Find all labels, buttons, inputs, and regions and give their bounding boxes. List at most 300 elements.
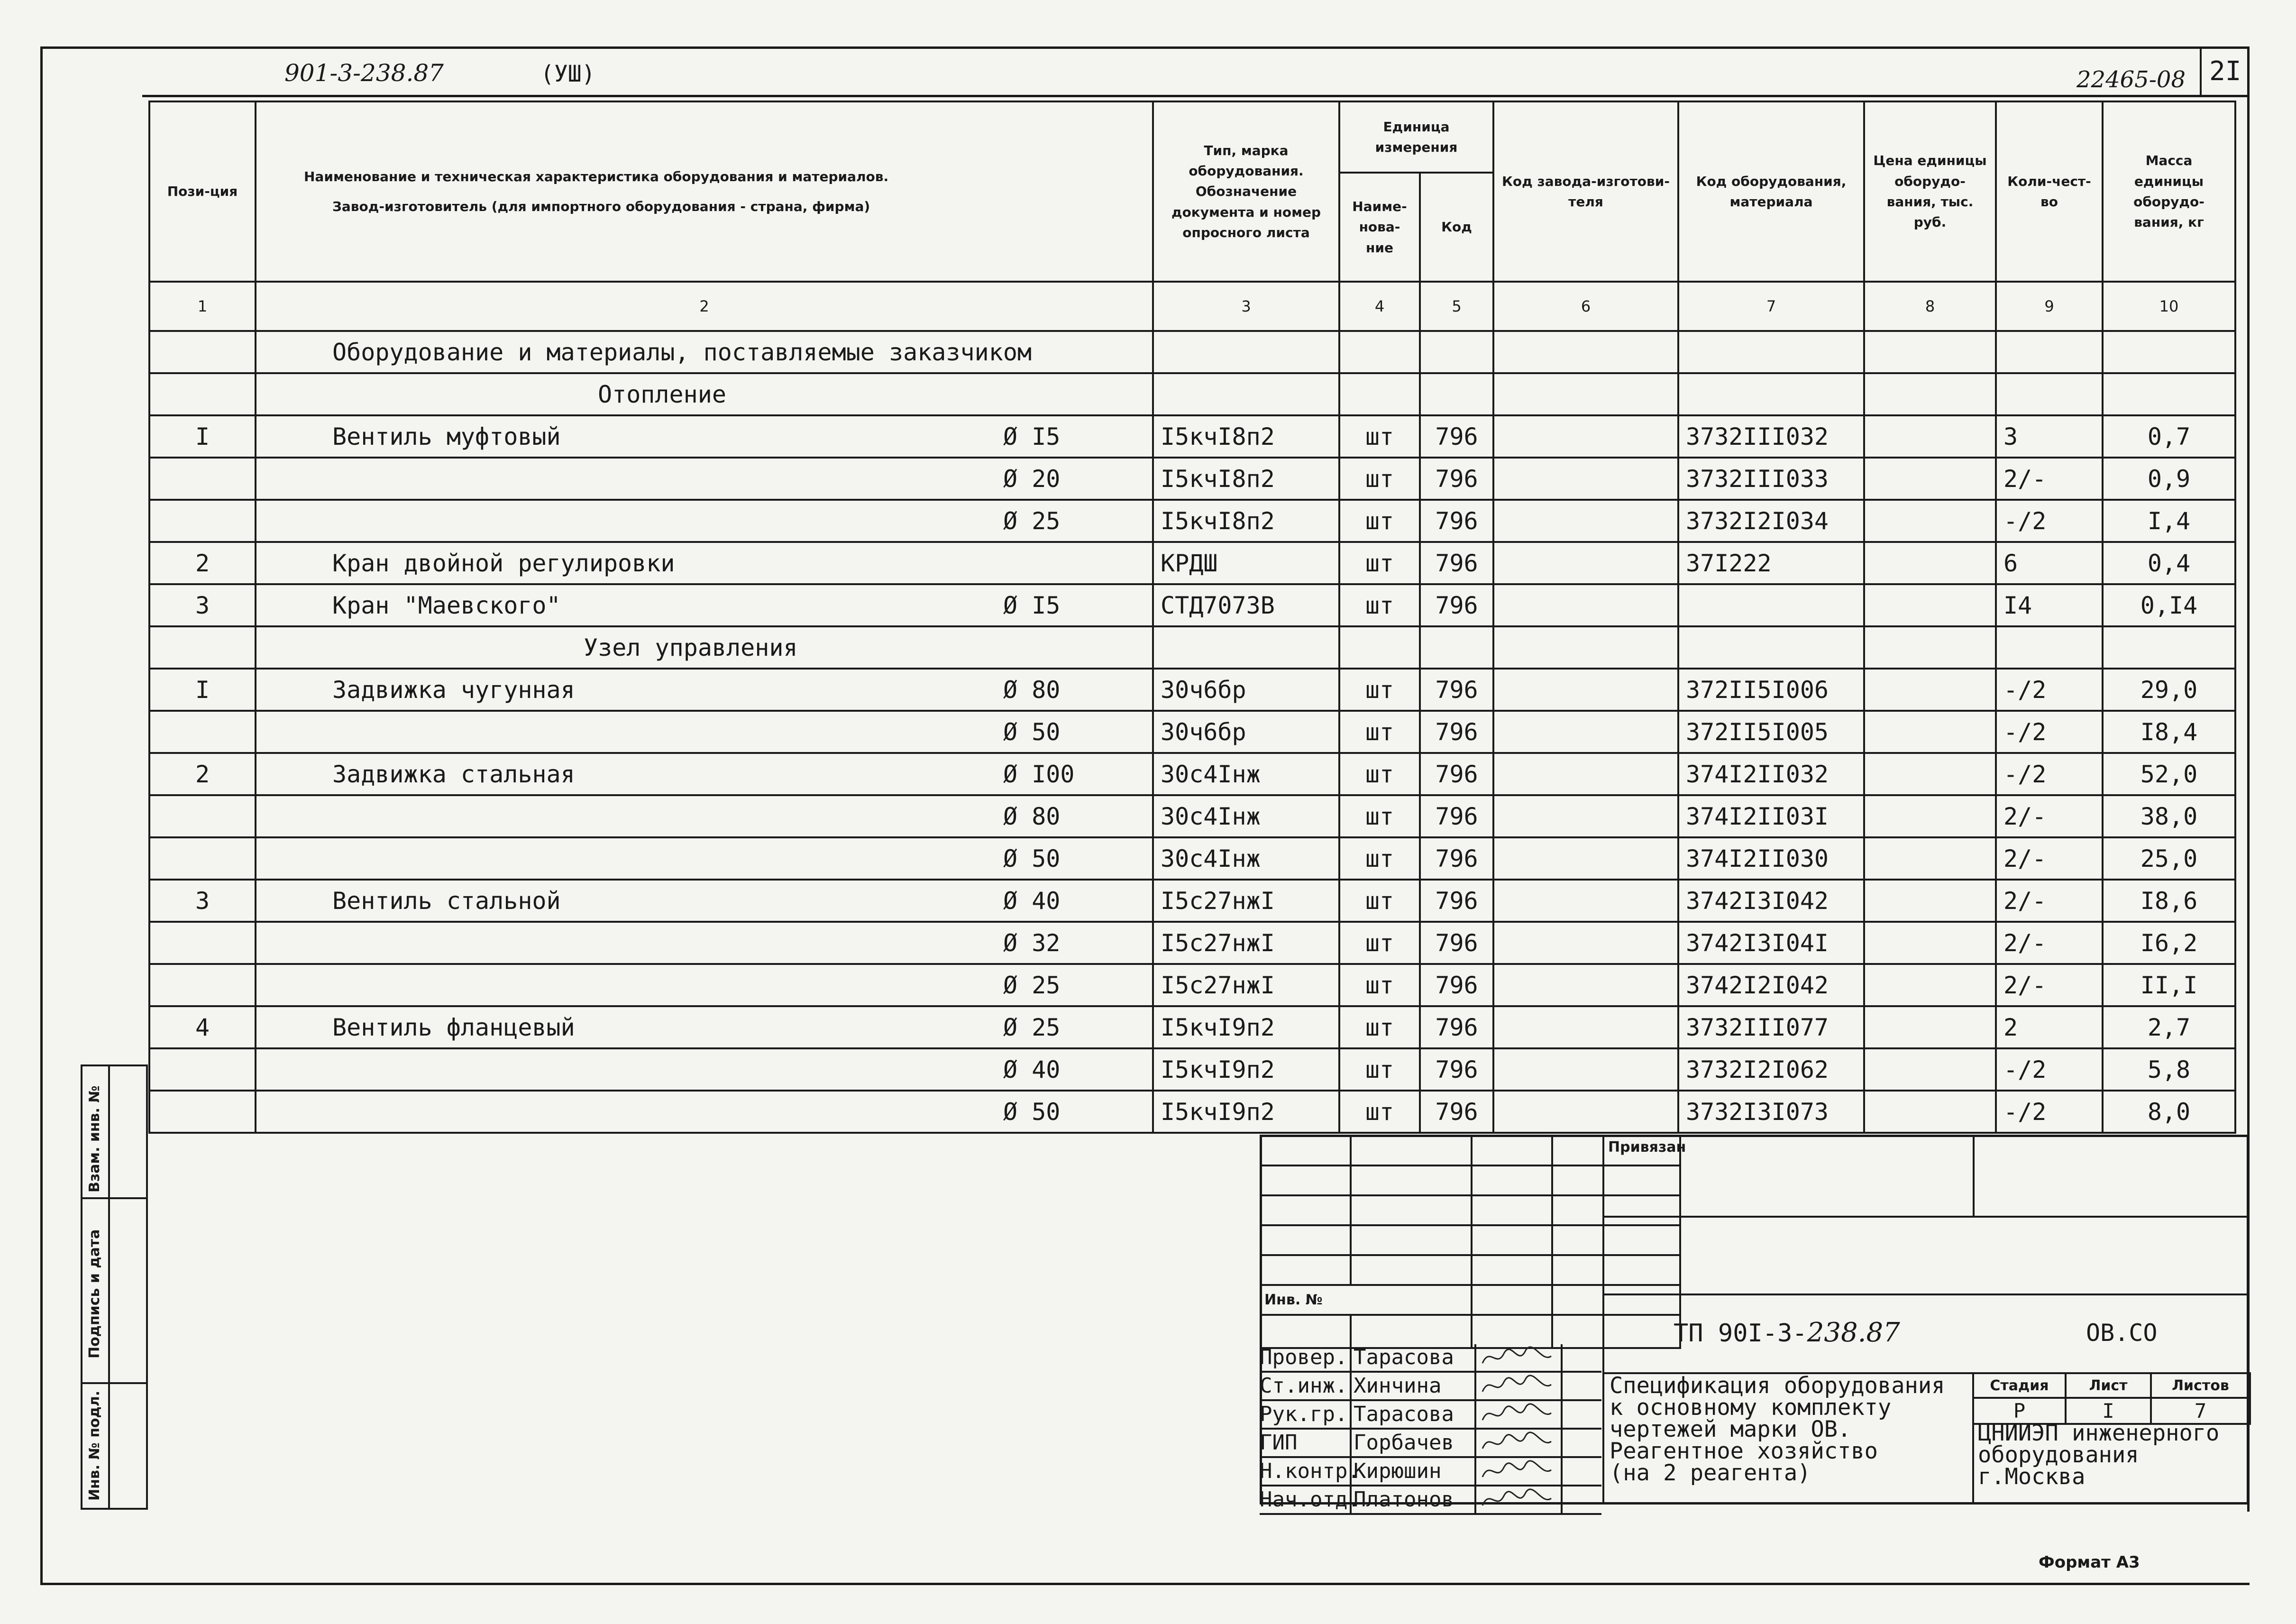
cell-name: [256, 795, 1153, 837]
cell-unit-name: шт: [1339, 922, 1420, 964]
column-number: 1: [149, 282, 256, 331]
sheets-value: 7: [2151, 1398, 2250, 1424]
cell-factory-code: [1493, 542, 1678, 584]
col-header-price: Цена единицы оборудо-вания, тыс. руб.: [1864, 101, 1996, 282]
item-name: [263, 803, 332, 830]
stamp-organization: [1978, 1422, 2219, 1488]
cell-position: [149, 711, 256, 753]
subsection-control-row: [149, 626, 2235, 669]
stamp-role-row: [1260, 1401, 1601, 1430]
cell-name: [256, 922, 1153, 964]
cell-equip-code: 374I2II03I: [1678, 795, 1864, 837]
stamp-designation: [1674, 1317, 1900, 1348]
item-diameter: Ø 50: [1003, 718, 1061, 746]
cell-price: [1864, 458, 1996, 500]
cell-unit-code: 796: [1420, 1048, 1493, 1091]
stamp-designation-hand: 238.87: [1807, 1317, 1900, 1348]
cell-qty: 3: [1996, 415, 2103, 458]
col-header-name-line1: Наименование и техническая характеристика оборудования и материалов.: [304, 168, 889, 184]
item-name: Вентиль фланцевый: [332, 1013, 575, 1041]
cell-equip-code: 3732III077: [1678, 1006, 1864, 1048]
item-diameter: Ø I5: [1003, 591, 1061, 619]
column-number: 3: [1153, 282, 1339, 331]
cell-position: [149, 1091, 256, 1133]
cell-unit-name: шт: [1339, 880, 1420, 922]
cell-name: [256, 1048, 1153, 1091]
column-number: 2: [256, 282, 1153, 331]
cell-equip-code: 3732I3I073: [1678, 1091, 1864, 1133]
cell-qty: 2/-: [1996, 795, 2103, 837]
cell-unit-code: 796: [1420, 542, 1493, 584]
table-row: [149, 542, 2235, 584]
section-title-row: [149, 331, 2235, 373]
stamp-mark: ОВ.СО: [2086, 1319, 2158, 1347]
table-row: [149, 500, 2235, 542]
col-header-unit-name: Наиме-нова-ние: [1339, 173, 1420, 282]
stamp-title-line: чертежей марки ОВ.: [1610, 1416, 1851, 1442]
cell-unit-code: 796: [1420, 458, 1493, 500]
cell-unit-code: 796: [1420, 1006, 1493, 1048]
cell-unit-code: 796: [1420, 1091, 1493, 1133]
cell-price: [1864, 584, 1996, 626]
item-name: [263, 465, 332, 493]
cell-factory-code: [1493, 1091, 1678, 1133]
subsection-heating: Отопление: [256, 373, 1153, 415]
cell-equip-code: 3732III033: [1678, 458, 1864, 500]
side-label-original-inv: Инв. № подл.: [86, 1390, 103, 1501]
stamp-roles: [1260, 1344, 1601, 1515]
cell-unit-code: 796: [1420, 711, 1493, 753]
cell-unit-code: 796: [1420, 584, 1493, 626]
subsection-control: Узел управления: [256, 626, 1153, 669]
cell-type: I5с27нжI: [1153, 880, 1339, 922]
specification-table: [148, 101, 2236, 1134]
cell-unit-code: 796: [1420, 922, 1493, 964]
col-header-name: [256, 101, 1153, 282]
cell-factory-code: [1493, 922, 1678, 964]
cell-equip-code: 3742I3I042: [1678, 880, 1864, 922]
item-diameter: Ø I00: [1003, 760, 1075, 788]
stamp-role: Н.контр.: [1260, 1458, 1352, 1485]
item-diameter: Ø 25: [1003, 971, 1061, 999]
cell-factory-code: [1493, 500, 1678, 542]
cell-equip-code: 3742I2I042: [1678, 964, 1864, 1006]
cell-name: [256, 837, 1153, 880]
cell-unit-name: шт: [1339, 795, 1420, 837]
col-header-equip-code: Код оборудования, материала: [1678, 101, 1864, 282]
item-diameter: Ø 32: [1003, 929, 1061, 957]
cell-price: [1864, 669, 1996, 711]
cell-position: [149, 1048, 256, 1091]
table-row: [149, 458, 2235, 500]
col-header-qty: Коли-чест-во: [1996, 101, 2103, 282]
cell-mass: 0,7: [2103, 415, 2235, 458]
cell-position: I: [149, 415, 256, 458]
sheet-label: Лист: [2066, 1373, 2151, 1398]
cell-type: I5кчI8п2: [1153, 415, 1339, 458]
cell-price: [1864, 415, 1996, 458]
column-number: 4: [1339, 282, 1420, 331]
frame-top-line: [40, 46, 2250, 49]
table-row: [149, 669, 2235, 711]
cell-name: [256, 1091, 1153, 1133]
cell-type: I5кчI8п2: [1153, 458, 1339, 500]
cell-price: [1864, 753, 1996, 795]
item-diameter: Ø 40: [1003, 1055, 1061, 1083]
column-number: 8: [1864, 282, 1996, 331]
item-diameter: Ø 80: [1003, 676, 1061, 704]
stamp-signature: [1476, 1486, 1563, 1513]
stamp-role: Ст.инж.: [1260, 1373, 1352, 1399]
item-name: [263, 972, 332, 999]
cell-factory-code: [1493, 964, 1678, 1006]
cell-factory-code: [1493, 669, 1678, 711]
cell-name: [256, 458, 1153, 500]
page-number: 2I: [2209, 56, 2241, 87]
item-name: [263, 929, 332, 957]
stamp-person: Платонов: [1352, 1486, 1476, 1513]
stamp-role: Провер.: [1260, 1344, 1352, 1371]
stamp-signature: [1476, 1373, 1563, 1399]
sheet-value: I: [2066, 1398, 2151, 1424]
stamp-org-line: ЦНИИЭП инженерного: [1978, 1420, 2220, 1446]
frame-top-line-2: [142, 95, 2247, 97]
subsection-heating-row: [149, 373, 2235, 415]
signature-scribble: [1480, 1486, 1556, 1512]
cell-position: I: [149, 669, 256, 711]
cell-factory-code: [1493, 458, 1678, 500]
stamp-title: [1610, 1375, 1945, 1484]
cell-price: [1864, 542, 1996, 584]
cell-name: [256, 1006, 1153, 1048]
cell-name: [256, 753, 1153, 795]
item-diameter: Ø 25: [1003, 507, 1061, 535]
table-row: [149, 964, 2235, 1006]
cell-position: 4: [149, 1006, 256, 1048]
cell-qty: -/2: [1996, 711, 2103, 753]
cell-type: I5кчI9п2: [1153, 1048, 1339, 1091]
stage-value: Р: [1973, 1398, 2066, 1424]
stamp-signature: [1476, 1430, 1563, 1456]
cell-type: 30с4Iнж: [1153, 837, 1339, 880]
cell-unit-code: 796: [1420, 753, 1493, 795]
cell-name: [256, 880, 1153, 922]
cell-name: [256, 415, 1153, 458]
cell-type: КРДШ: [1153, 542, 1339, 584]
item-diameter: [1003, 550, 1117, 577]
cell-unit-name: шт: [1339, 1006, 1420, 1048]
cell-factory-code: [1493, 711, 1678, 753]
cell-factory-code: [1493, 1048, 1678, 1091]
cell-qty: -/2: [1996, 1091, 2103, 1133]
cell-unit-name: шт: [1339, 542, 1420, 584]
stamp-title-line: Реагентное хозяйство: [1610, 1438, 1878, 1464]
stamp-role-row: [1260, 1458, 1601, 1486]
cell-position: [149, 500, 256, 542]
stage-label: Стадия: [1973, 1373, 2066, 1398]
cell-mass: 0,I4: [2103, 584, 2235, 626]
cell-position: 2: [149, 753, 256, 795]
cell-unit-name: шт: [1339, 753, 1420, 795]
cell-qty: -/2: [1996, 500, 2103, 542]
stamp-role-row: [1260, 1344, 1601, 1373]
cell-equip-code: 37I222: [1678, 542, 1864, 584]
stamp-signature: [1476, 1458, 1563, 1485]
col-header-mass: Масса единицы оборудо-вания, кг: [2103, 101, 2235, 282]
cell-mass: 0,4: [2103, 542, 2235, 584]
signature-scribble: [1480, 1401, 1556, 1427]
item-name: Задвижка чугунная: [332, 676, 575, 704]
cell-qty: 2/-: [1996, 837, 2103, 880]
cell-name: [256, 542, 1153, 584]
cell-mass: II,I: [2103, 964, 2235, 1006]
cell-qty: 6: [1996, 542, 2103, 584]
stamp-title-line: к основному комплекту: [1610, 1395, 1892, 1421]
item-name: Задвижка стальная: [332, 760, 575, 788]
stamp-bound-right-box: [1973, 1135, 2249, 1218]
stamp-designation-prefix: ТП 90I-3-: [1674, 1319, 1807, 1348]
col-header-type: Тип, марка оборудования. Обозначение документа и номер опросного листа: [1153, 101, 1339, 282]
col-header-unit-group: Единица измерения: [1339, 101, 1493, 173]
table-row: [149, 415, 2235, 458]
cell-qty: 2/-: [1996, 964, 2103, 1006]
stamp-title-line: (на 2 реагента): [1610, 1460, 1811, 1486]
table-row: [149, 880, 2235, 922]
cell-name: [256, 669, 1153, 711]
side-cell: [109, 1198, 147, 1383]
stamp-person: Тарасова: [1352, 1344, 1476, 1371]
table-row: [149, 922, 2235, 964]
cell-price: [1864, 880, 1996, 922]
cell-unit-name: шт: [1339, 837, 1420, 880]
cell-unit-code: 796: [1420, 795, 1493, 837]
stamp-role-row: [1260, 1373, 1601, 1401]
cell-mass: 2,7: [2103, 1006, 2235, 1048]
cell-mass: 29,0: [2103, 669, 2235, 711]
cell-position: [149, 837, 256, 880]
item-diameter: Ø 50: [1003, 1098, 1061, 1126]
volume-label: (УШ): [540, 61, 595, 87]
cell-price: [1864, 922, 1996, 964]
col-header-factory-code: Код завода-изготови-теля: [1493, 101, 1678, 282]
cell-position: 3: [149, 584, 256, 626]
item-name: Вентиль муфтовый: [332, 422, 561, 450]
cell-type: 30с4Iнж: [1153, 753, 1339, 795]
item-name: [263, 718, 332, 746]
cell-price: [1864, 795, 1996, 837]
cell-price: [1864, 964, 1996, 1006]
side-label-replace-inv: Взам. инв. №: [86, 1085, 103, 1193]
cell-mass: 0,9: [2103, 458, 2235, 500]
stamp-role: ГИП: [1260, 1430, 1352, 1456]
cell-equip-code: 374I2II030: [1678, 837, 1864, 880]
stamp-title-line: Спецификация оборудования: [1610, 1373, 1945, 1399]
stamp-person: Кирюшин: [1352, 1458, 1476, 1485]
stamp-signature: [1476, 1401, 1563, 1428]
stamp-inv-no: Инв. №: [1261, 1285, 1472, 1315]
col-header-unit-code: Код: [1420, 173, 1493, 282]
cell-price: [1864, 837, 1996, 880]
cell-unit-name: шт: [1339, 964, 1420, 1006]
cell-unit-code: 796: [1420, 837, 1493, 880]
cell-unit-name: шт: [1339, 458, 1420, 500]
cell-position: 3: [149, 880, 256, 922]
cell-qty: -/2: [1996, 669, 2103, 711]
cell-price: [1864, 1006, 1996, 1048]
cell-type: I5кчI9п2: [1153, 1091, 1339, 1133]
side-cell: [109, 1383, 147, 1509]
cell-name: [256, 584, 1153, 626]
cell-qty: I4: [1996, 584, 2103, 626]
item-diameter: Ø 20: [1003, 465, 1061, 493]
cell-mass: 38,0: [2103, 795, 2235, 837]
cell-factory-code: [1493, 837, 1678, 880]
cell-mass: I,4: [2103, 500, 2235, 542]
sheets-label: Листов: [2151, 1373, 2250, 1398]
column-number: 5: [1420, 282, 1493, 331]
table-row: [149, 795, 2235, 837]
cell-type: I5с27нжI: [1153, 922, 1339, 964]
cell-unit-code: 796: [1420, 415, 1493, 458]
stamp-org-line: оборудования: [1978, 1442, 2139, 1468]
cell-mass: 5,8: [2103, 1048, 2235, 1091]
side-label-signature-date: Подпись и дата: [86, 1229, 103, 1358]
item-name: [263, 507, 332, 535]
cell-type: 30с4Iнж: [1153, 795, 1339, 837]
doc-code-handwritten: 901-3-238.87: [284, 59, 444, 87]
cell-position: [149, 458, 256, 500]
frame-bottom-line: [40, 1583, 2250, 1585]
cell-mass: 8,0: [2103, 1091, 2235, 1133]
item-name: Вентиль стальной: [332, 887, 561, 915]
item-name: [263, 1056, 332, 1083]
cell-qty: 2/-: [1996, 922, 2103, 964]
stamp-person: Горбачев: [1352, 1430, 1476, 1456]
stamp-bound-label: Привязан: [1608, 1139, 1686, 1156]
cell-unit-name: шт: [1339, 584, 1420, 626]
cell-type: I5кчI8п2: [1153, 500, 1339, 542]
cell-position: [149, 795, 256, 837]
stamp-org-line: г.Москва: [1978, 1464, 2086, 1490]
item-name: Кран двойной регулировки: [332, 549, 675, 577]
cell-price: [1864, 711, 1996, 753]
cell-name: [256, 500, 1153, 542]
signature-scribble: [1480, 1430, 1556, 1455]
cell-qty: 2: [1996, 1006, 2103, 1048]
table-row: [149, 1006, 2235, 1048]
cell-equip-code: 372II5I005: [1678, 711, 1864, 753]
cell-unit-name: шт: [1339, 1091, 1420, 1133]
cell-price: [1864, 500, 1996, 542]
cell-factory-code: [1493, 753, 1678, 795]
column-number: 7: [1678, 282, 1864, 331]
inventory-handwritten: 22465-08: [2076, 66, 2186, 93]
cell-type: 30ч6бр: [1153, 669, 1339, 711]
cell-unit-code: 796: [1420, 964, 1493, 1006]
cell-unit-code: 796: [1420, 500, 1493, 542]
table-row: [149, 711, 2235, 753]
section-title: Оборудование и материалы, поставляемые заказчиком: [256, 331, 1153, 373]
cell-equip-code: [1678, 584, 1864, 626]
format-label: Формат А3: [2039, 1553, 2140, 1572]
item-diameter: Ø 50: [1003, 844, 1061, 872]
side-cell: [109, 1065, 147, 1198]
table-row: [149, 837, 2235, 880]
cell-mass: 25,0: [2103, 837, 2235, 880]
cell-equip-code: 3732III032: [1678, 415, 1864, 458]
item-name: Кран "Маевского": [332, 591, 561, 619]
table-row: [149, 1048, 2235, 1091]
signature-scribble: [1480, 1344, 1556, 1370]
cell-factory-code: [1493, 415, 1678, 458]
cell-factory-code: [1493, 880, 1678, 922]
cell-qty: 2/-: [1996, 880, 2103, 922]
cell-factory-code: [1493, 795, 1678, 837]
cell-unit-code: 796: [1420, 880, 1493, 922]
item-diameter: Ø 25: [1003, 1013, 1061, 1041]
col-header-name-line2: Завод-изготовитель (для импортного оборудования - страна, фирма): [332, 199, 870, 214]
cell-type: СТД7073В: [1153, 584, 1339, 626]
column-number: 9: [1996, 282, 2103, 331]
signature-scribble: [1480, 1458, 1556, 1484]
cell-unit-name: шт: [1339, 415, 1420, 458]
cell-equip-code: 3732I2I034: [1678, 500, 1864, 542]
table-row: [149, 584, 2235, 626]
cell-type: I5с27нжI: [1153, 964, 1339, 1006]
table-row: [149, 753, 2235, 795]
stamp-person: Хинчина: [1352, 1373, 1476, 1399]
frame-left-line: [40, 46, 43, 1583]
cell-unit-name: шт: [1339, 669, 1420, 711]
cell-unit-name: шт: [1339, 1048, 1420, 1091]
cell-unit-name: шт: [1339, 500, 1420, 542]
table-row: [149, 1091, 2235, 1133]
cell-factory-code: [1493, 584, 1678, 626]
cell-unit-code: 796: [1420, 669, 1493, 711]
cell-type: 30ч6бр: [1153, 711, 1339, 753]
stamp-role-row: [1260, 1486, 1601, 1515]
cell-factory-code: [1493, 1006, 1678, 1048]
cell-mass: I6,2: [2103, 922, 2235, 964]
item-diameter: Ø 80: [1003, 802, 1061, 830]
item-diameter: Ø 40: [1003, 887, 1061, 915]
stamp-role: Рук.гр.: [1260, 1401, 1352, 1428]
column-number: 10: [2103, 282, 2235, 331]
cell-equip-code: 3732I2I062: [1678, 1048, 1864, 1091]
cell-qty: 2/-: [1996, 458, 2103, 500]
stamp-mid-box: [1602, 1216, 2249, 1295]
stamp-person: Тарасова: [1352, 1401, 1476, 1428]
cell-equip-code: 372II5I006: [1678, 669, 1864, 711]
cell-mass: I8,4: [2103, 711, 2235, 753]
cell-name: [256, 711, 1153, 753]
cell-price: [1864, 1091, 1996, 1133]
stamp-signature: [1476, 1344, 1563, 1371]
signature-scribble: [1480, 1373, 1556, 1398]
cell-position: [149, 964, 256, 1006]
item-name: [263, 1098, 332, 1126]
item-name: [263, 845, 332, 872]
cell-name: [256, 964, 1153, 1006]
column-number-row: [149, 282, 2235, 331]
cell-position: 2: [149, 542, 256, 584]
cell-equip-code: 374I2II032: [1678, 753, 1864, 795]
stamp-role-row: [1260, 1430, 1601, 1458]
stamp-stage-table: [1972, 1372, 2251, 1425]
stamp-role: Нач.отд.: [1260, 1486, 1352, 1513]
cell-equip-code: 3742I3I04I: [1678, 922, 1864, 964]
column-number: 6: [1493, 282, 1678, 331]
